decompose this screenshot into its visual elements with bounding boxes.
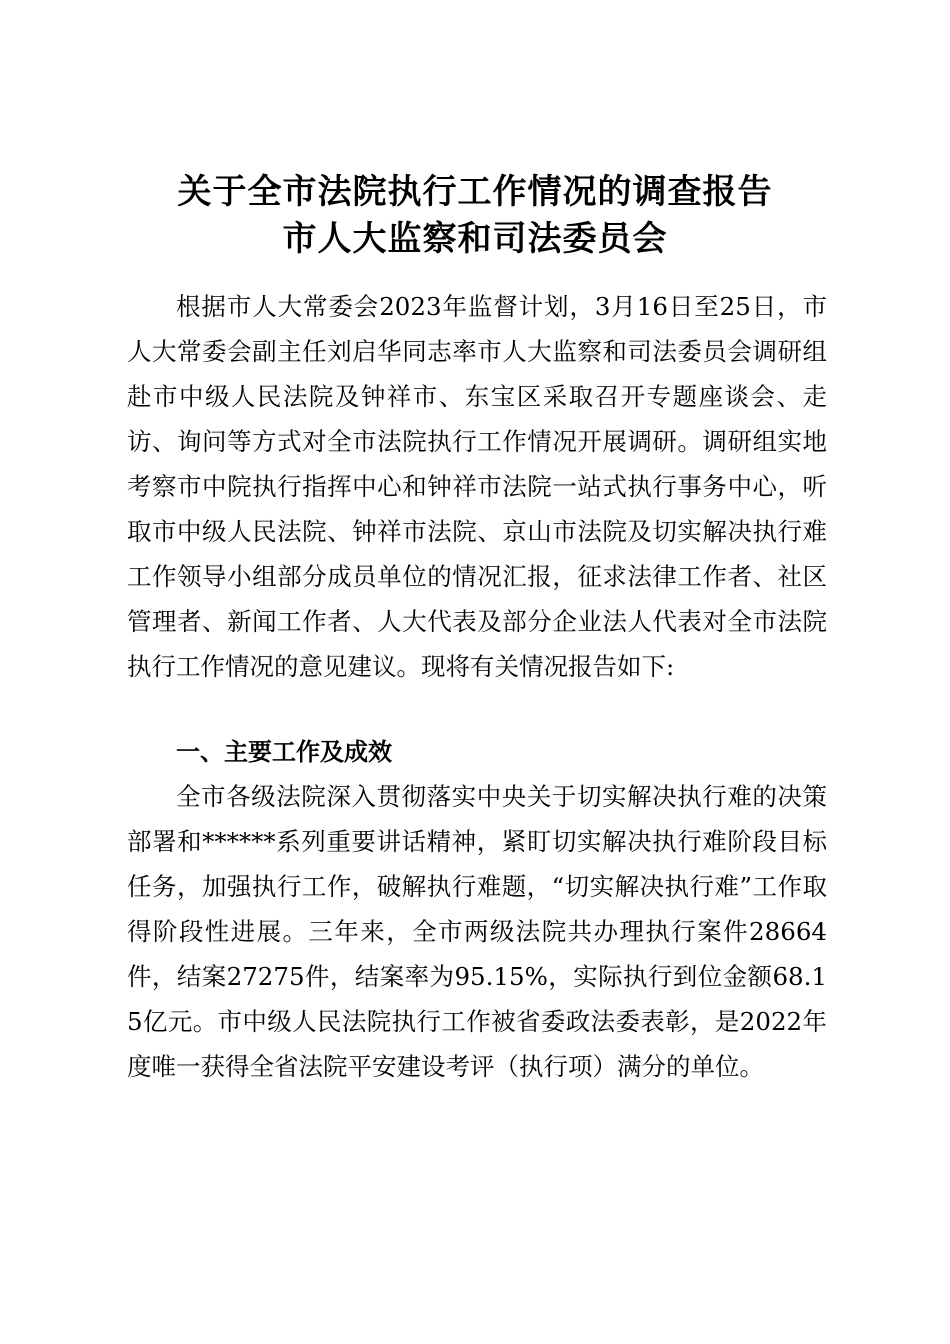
document-title: 关于全市法院执行工作情况的调查报告 xyxy=(177,172,773,212)
main-work-paragraph: 全市各级法院深入贯彻落实中央关于切实解决执行难的决策部署和******系列重要讲话精神，紧盯切实解决执行难阶段目标任务，加强执行工作，破解执行难题，“切实解决执行难”工作取得阶段性进展。三年来，全市两级法院共办理执行案件28664件，结案27275件，结案率为95.15%，实际执行到位金额68.15亿元。市中级人民法院执行工作被省委政法委表彰，是2022年度唯一获得全省法院平安建设考评（执行项）满分的单位。 xyxy=(127,782,827,1081)
intro-paragraph: 根据市人大常委会2023年监督计划，3月16日至25日，市人大常委会副主任刘启华同志率市人大监察和司法委员会调研组赴市中级人民法院及钟祥市、东宝区采取召开专题座谈会、走访、询问等方式对全市法院执行工作情况开展调研。调研组实地考察市中院执行指挥中心和钟祥市法院一站式执行事务中心，听取市中级人民法院、钟祥市法院、京山市法院及切实解决执行难工作领导小组部分成员单位的情况汇报，征求法律工作者、社区管理者、新闻工作者、人大代表及部分企业法人代表对全市法院执行工作情况的意见建议。现将有关情况报告如下: xyxy=(127,292,827,681)
section-heading-main-work: 一、主要工作及成效 xyxy=(176,738,392,766)
document-subtitle: 市人大监察和司法委员会 xyxy=(282,219,668,259)
